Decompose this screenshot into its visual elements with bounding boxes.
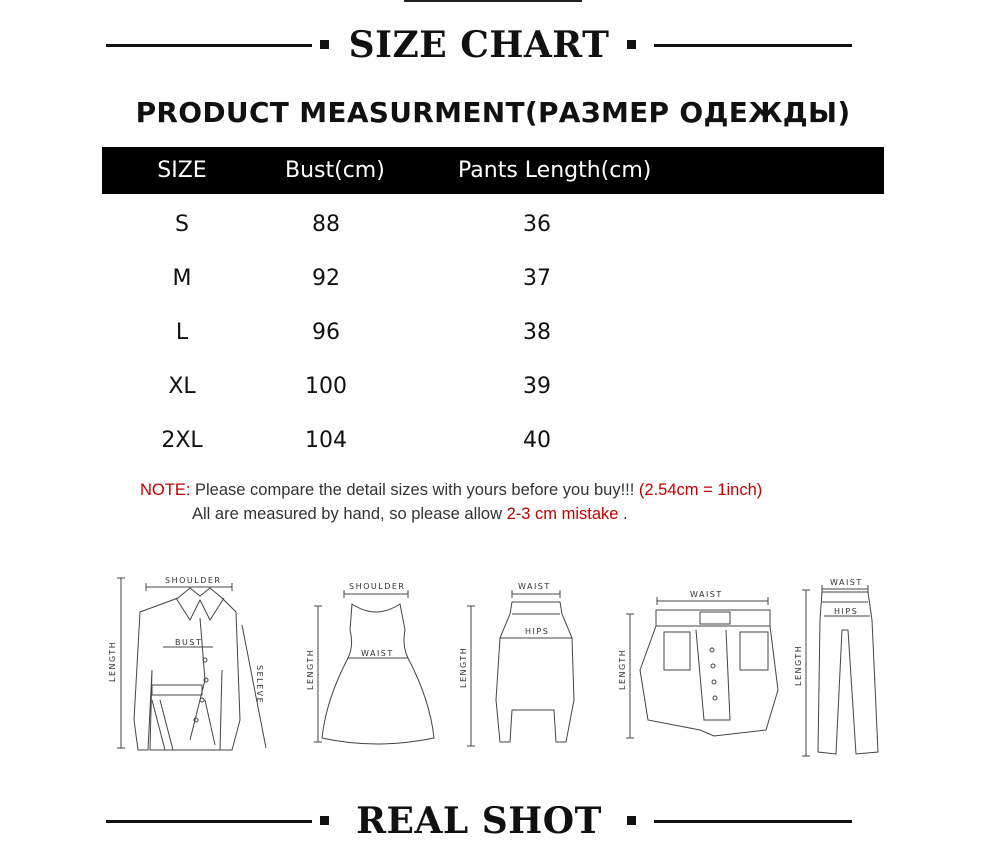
note-text-2-end: . — [618, 505, 628, 523]
cell-pants-length: 37 — [523, 266, 551, 291]
cell-size: 2XL — [161, 428, 203, 453]
column-header-bust: Bust(cm) — [285, 158, 385, 183]
header-rule-right — [654, 820, 852, 823]
dress-diagram — [306, 582, 434, 744]
dress-length-label: LENGTH — [306, 648, 315, 690]
jacket-bust-label: BUST — [175, 638, 203, 647]
jacket-length-label: LENGTH — [108, 640, 117, 682]
header-square-left — [320, 40, 329, 49]
header-rule-left — [106, 44, 312, 47]
cell-pants-length: 38 — [523, 320, 551, 345]
note-conversion: (2.54cm = 1inch) — [638, 481, 763, 499]
cell-size: M — [172, 266, 192, 291]
dress-shoulder-label: SHOULDER — [349, 582, 406, 591]
shorts-diagram — [618, 590, 778, 738]
real-shot-title: REAL SHOT — [356, 800, 602, 842]
size-chart-header — [0, 20, 986, 70]
cell-size: S — [175, 212, 189, 237]
header-square-left — [320, 816, 329, 825]
product-measurement-title: PRODUCT MEASURMENT(РАЗМЕР ОДЕЖДЫ) — [135, 96, 851, 129]
note-mistake: 2-3 cm mistake — [506, 505, 619, 523]
pants-length-label: LENGTH — [794, 644, 803, 686]
pants-hips-label: HIPS — [834, 607, 859, 616]
size-table-header — [102, 147, 884, 194]
cell-bust: 96 — [312, 320, 340, 345]
garment-diagrams — [0, 570, 986, 770]
cell-size: XL — [168, 374, 196, 399]
column-header-size: SIZE — [157, 158, 207, 183]
skirt-diagram — [459, 582, 574, 746]
jacket-diagram — [108, 576, 266, 750]
note-label: NOTE: — [140, 481, 191, 499]
cell-bust: 100 — [305, 374, 347, 399]
skirt-length-label: LENGTH — [459, 646, 468, 688]
cell-pants-length: 39 — [523, 374, 551, 399]
cell-pants-length: 40 — [523, 428, 551, 453]
table-row — [102, 362, 884, 416]
table-row — [102, 308, 884, 362]
real-shot-header — [0, 796, 986, 846]
size-chart-title: SIZE CHART — [348, 24, 610, 66]
top-divider-stub — [404, 0, 582, 2]
note-line-2 — [192, 502, 628, 526]
cell-bust: 104 — [305, 428, 347, 453]
note-text-1: Please compare the detail sizes with yours before you buy!!! — [190, 481, 639, 499]
shorts-length-label: LENGTH — [618, 648, 627, 690]
skirt-waist-label: WAIST — [518, 582, 551, 591]
cell-size: L — [175, 320, 189, 345]
table-row — [102, 254, 884, 308]
header-rule-left — [106, 820, 312, 823]
header-rule-right — [654, 44, 852, 47]
jacket-shoulder-label: SHOULDER — [165, 576, 222, 585]
note-text-2: All are measured by hand, so please allow — [192, 505, 507, 523]
header-square-right — [627, 40, 636, 49]
table-row — [102, 200, 884, 254]
note-line-1 — [140, 478, 762, 502]
header-square-right — [627, 816, 636, 825]
pants-diagram — [794, 578, 878, 756]
cell-pants-length: 36 — [523, 212, 551, 237]
jacket-sleeve-label: SELEVE — [255, 665, 264, 705]
cell-bust: 88 — [312, 212, 340, 237]
shorts-waist-label: WAIST — [690, 590, 723, 599]
table-row — [102, 416, 884, 470]
skirt-hips-label: HIPS — [525, 627, 550, 636]
column-header-pants-length: Pants Length(cm) — [458, 158, 652, 183]
cell-bust: 92 — [312, 266, 340, 291]
dress-waist-label: WAIST — [361, 649, 394, 658]
size-table-body — [102, 200, 884, 470]
pants-waist-label: WAIST — [830, 578, 863, 587]
